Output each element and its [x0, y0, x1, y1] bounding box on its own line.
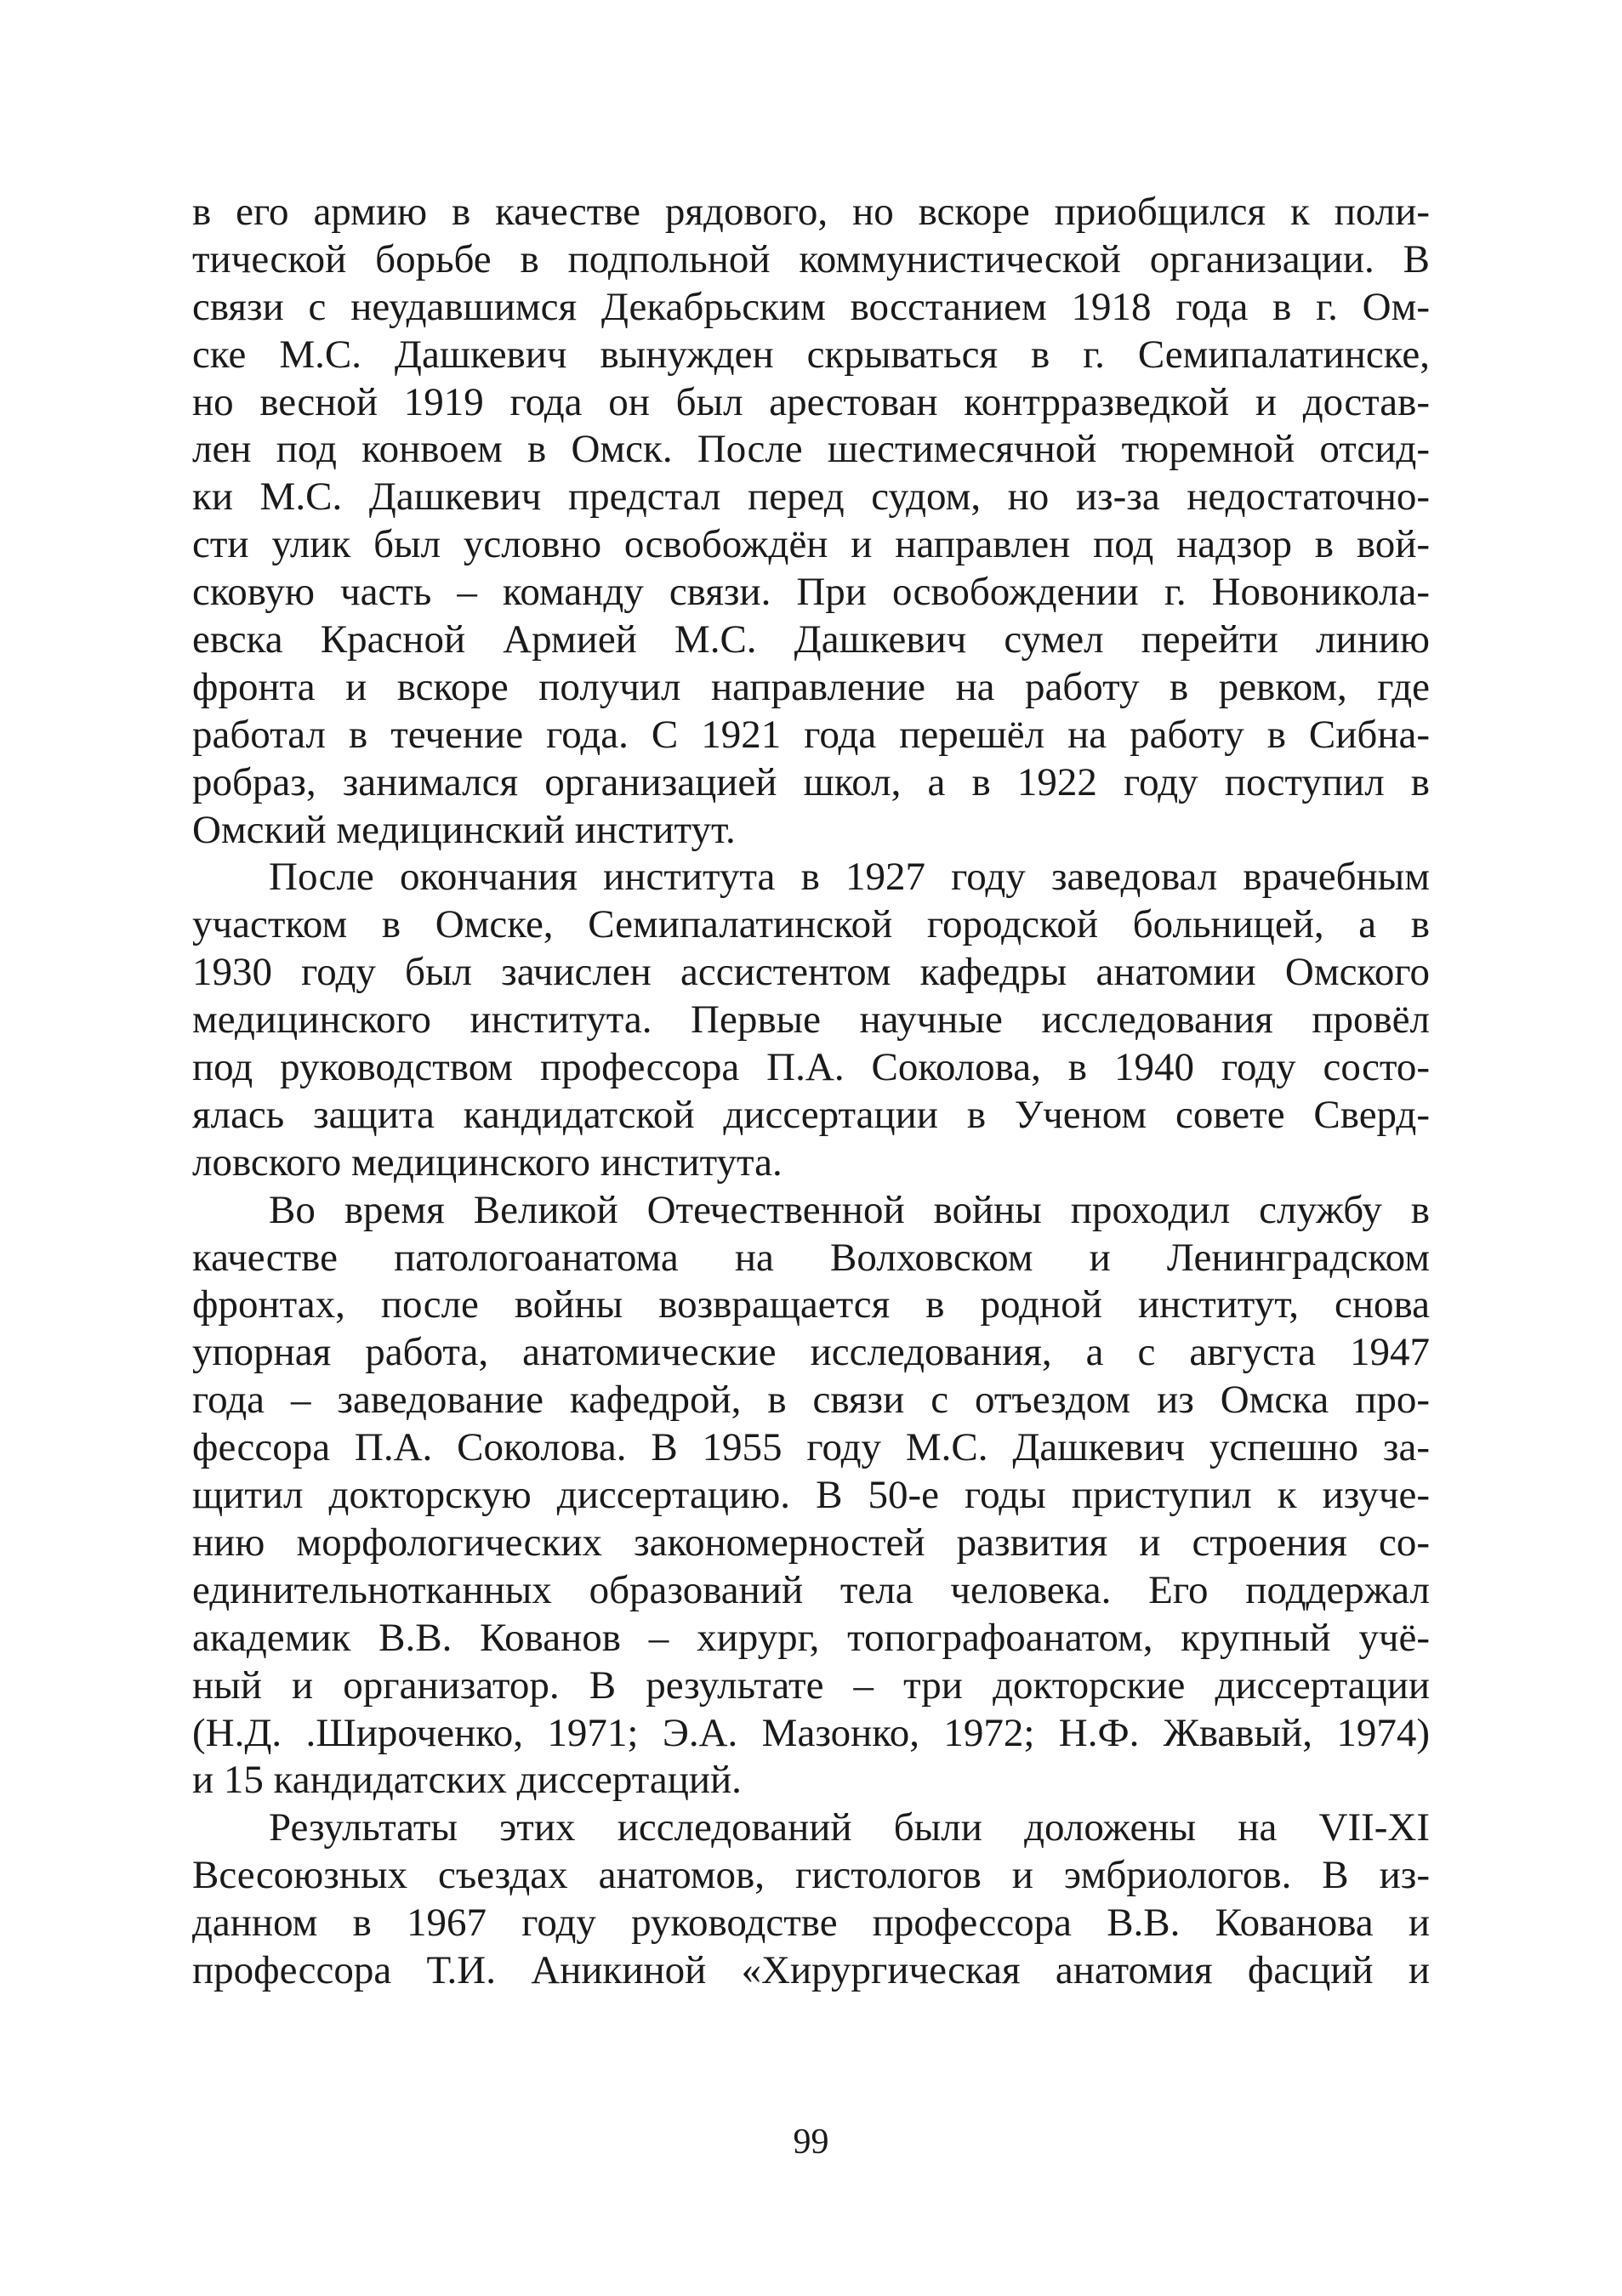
text-line: робраз, занимался организацией школ, а в 1922 году поступил в [192, 759, 1430, 804]
text-line: в его армию в качестве рядового, но вскоре приобщился к поли- [192, 190, 1430, 234]
text-line: лен под конвоем в Омск. После шестимесячной тюремной отсид- [192, 427, 1430, 472]
text-line: 1930 году был зачислен ассистентом кафедры анатомии Омского [192, 950, 1430, 995]
text-line: сковую часть – команду связи. При освобождении г. Новоникола- [192, 570, 1430, 615]
text-line: связи с неудавшимся Декабрьским восстанием 1918 года в г. Ом- [192, 284, 1430, 329]
text-line: но весной 1919 года он был арестован контрразведкой и достав- [192, 379, 1430, 424]
text-line: фронтах, после войны возвращается в родной институт, снова [192, 1282, 1430, 1327]
paragraph-first-line: После окончания института в 1927 году заведовал врачебным [269, 855, 1430, 900]
text-line: медицинского института. Первые научные исследования провёл [192, 997, 1430, 1043]
text-line: профессора Т.И. Аникиной «Хирургическая анатомия фасций и [192, 1947, 1430, 1992]
text-line: года – заведование кафедрой, в связи с отъездом из Омска про- [192, 1378, 1430, 1423]
text-line: под руководством профессора П.А. Соколова, в 1940 году состо- [192, 1045, 1430, 1090]
text-line: академик В.В. Кованов – хирург, топографоанатом, крупный учё- [192, 1615, 1430, 1660]
text-line: сти улик был условно освобождён и направлен под надзор в вой- [192, 522, 1430, 567]
page-number: 99 [793, 2123, 829, 2162]
text-line: фронта и вскоре получил направление на работу в ревком, где [192, 664, 1430, 709]
text-line: Всесоюзных съездах анатомов, гистологов и эмбриологов. В из- [192, 1853, 1430, 1898]
text-line: фессора П.А. Соколова. В 1955 году М.С. Дашкевич успешно за- [192, 1425, 1430, 1470]
text-line: евска Красной Армией М.С. Дашкевич сумел перейти линию [192, 617, 1430, 662]
text-line: данном в 1967 году руководстве профессора В.В. Кованова и [192, 1901, 1430, 1946]
text-line: ки М.С. Дашкевич предстал перед судом, но из-за недостаточно- [192, 475, 1430, 520]
text-line: ный и организатор. В результате – три докторские диссертации [192, 1662, 1430, 1708]
text-line: щитил докторскую диссертацию. В 50-е годы приступил к изуче- [192, 1473, 1430, 1518]
text-line: ялась защита кандидатской диссертации в Ученом совете Сверд- [192, 1092, 1430, 1137]
body-text [192, 189, 1430, 1995]
text-line: качестве патологоанатома на Волховском и Ленинградском [192, 1235, 1430, 1280]
text-line: единительнотканных образований тела человека. Его поддержал [192, 1567, 1430, 1612]
text-line: (Н.Д. .Широченко, 1971; Э.А. Мазонко, 1972; Н.Ф. Жвавый, 1974) [192, 1710, 1430, 1755]
text-line: нию морфологических закономерностей развития и строения со- [192, 1520, 1430, 1565]
paragraph-first-line: Во время Великой Отечественной войны проходил службу в [269, 1187, 1430, 1232]
text-line: упорная работа, анатомические исследования, а с августа 1947 [192, 1330, 1430, 1375]
text-line: участком в Омске, Семипалатинской городской больницей, а в [192, 902, 1430, 947]
text-line: ске М.С. Дашкевич вынужден скрываться в г. Семипалатинске, [192, 332, 1430, 377]
text-line: тической борьбе в подпольной коммунистической организации. В [192, 236, 1430, 281]
paragraph-first-line: Результаты этих исследований были доложены на VII-XI [269, 1805, 1430, 1850]
text-line: Омский медицинский институт. [192, 807, 736, 852]
text-line: ловского медицинского института. [192, 1139, 783, 1185]
text-line: работал в течение года. С 1921 года перешёл на работу в Сибна- [192, 712, 1430, 757]
text-line: и 15 кандидатских диссертаций. [192, 1758, 742, 1803]
